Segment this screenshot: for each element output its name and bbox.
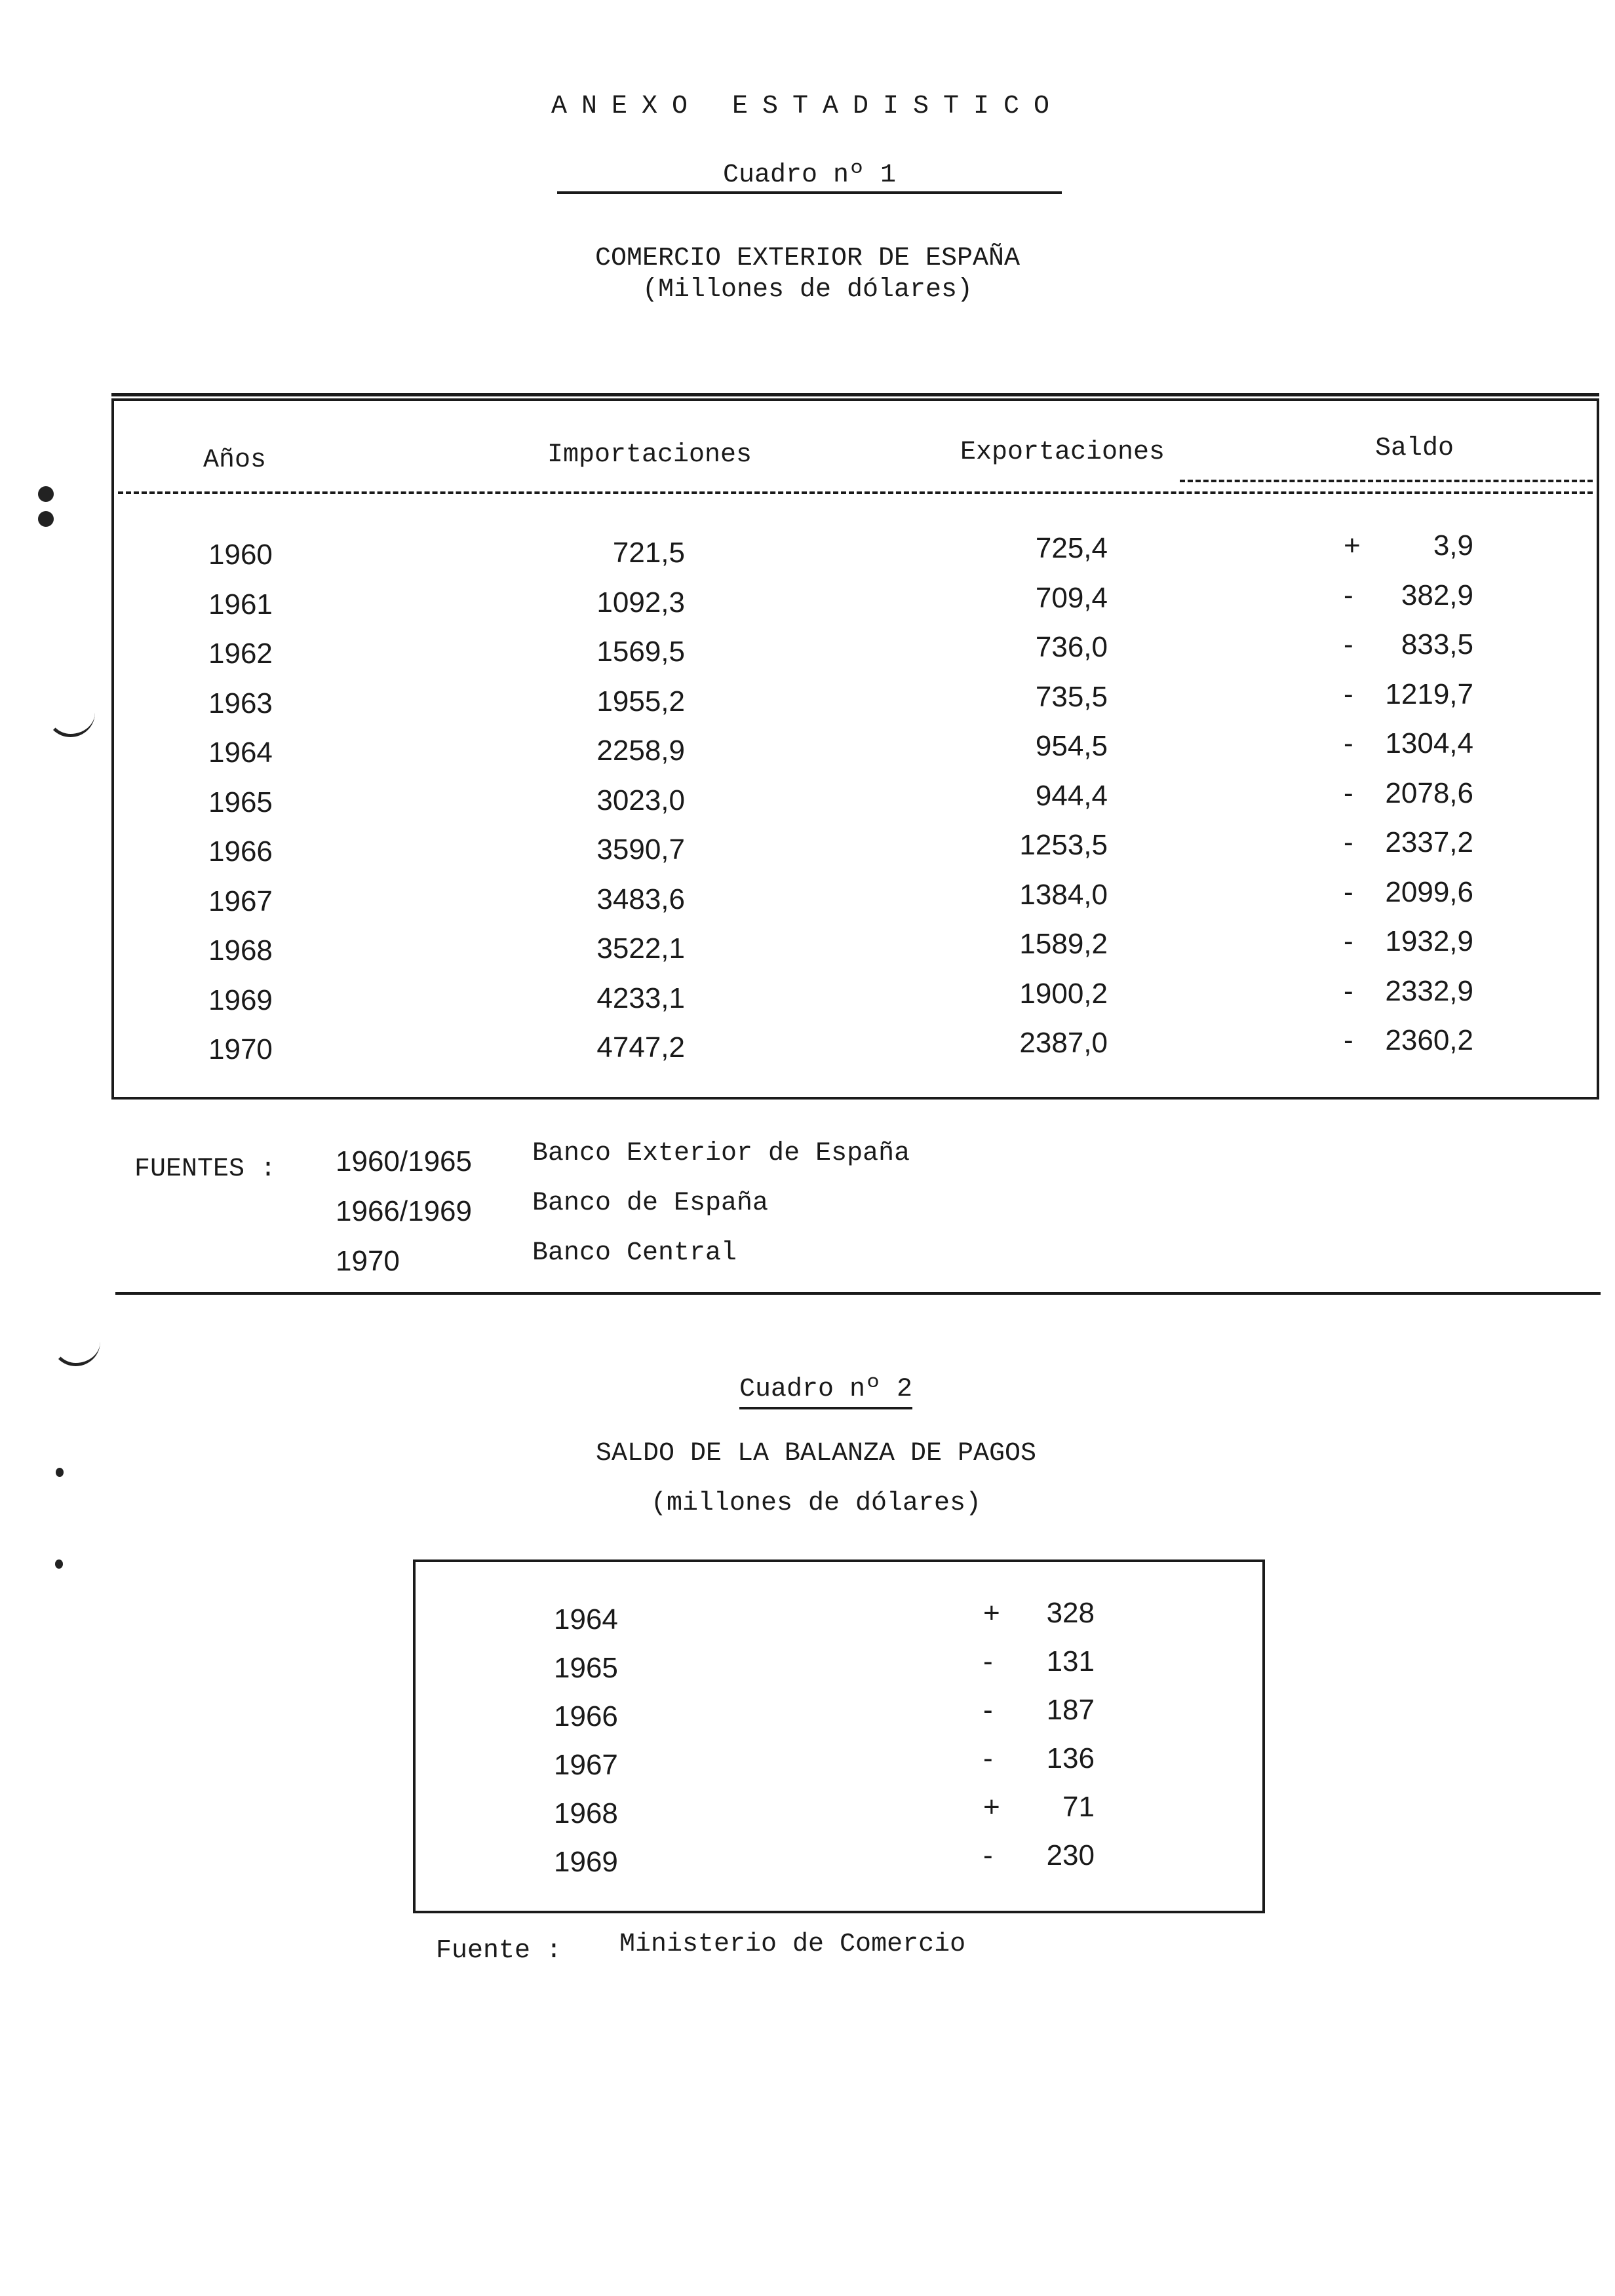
table2-title: SALDO DE LA BALANZA DE PAGOS [595, 1439, 1037, 1468]
cell-balance: 1304,4 [1385, 727, 1473, 759]
cell-sign: - [983, 1645, 993, 1677]
cell-exports: 736,0 [1035, 631, 1108, 663]
cell-year: 1970 [208, 1033, 273, 1065]
cell-balance: 2360,2 [1385, 1024, 1473, 1056]
cell-exports: 954,5 [1035, 730, 1108, 762]
cell-year: 1964 [554, 1603, 618, 1636]
table2-label: Cuadro nº 2 [739, 1375, 912, 1409]
cell-sign: - [983, 1839, 993, 1871]
source-period: 1966/1969 [336, 1195, 472, 1227]
cell-year: 1967 [208, 885, 273, 917]
cell-balance: 1932,9 [1385, 925, 1473, 957]
cell-imports: 3023,0 [596, 784, 685, 816]
cell-exports: 944,4 [1035, 779, 1108, 812]
section-separator [115, 1292, 1601, 1295]
table2-source: Ministerio de Comercio [619, 1930, 966, 1959]
cell-balance: 2337,2 [1385, 826, 1473, 858]
source-period: 1960/1965 [336, 1145, 472, 1177]
cell-value: 136 [1046, 1742, 1095, 1774]
cell-year: 1966 [554, 1700, 618, 1732]
cell-value: 71 [1062, 1791, 1095, 1823]
scan-mark-dot [38, 486, 54, 502]
cell-balance: 3,9 [1433, 529, 1473, 562]
cell-imports: 2258,9 [596, 735, 685, 767]
cell-year: 1964 [208, 737, 273, 769]
cell-balance-sign: - [1344, 628, 1353, 660]
col-header-exports: Exportaciones [960, 438, 1165, 467]
cell-balance-sign: - [1344, 678, 1353, 710]
cell-value: 230 [1046, 1839, 1095, 1871]
cell-year: 1965 [208, 786, 273, 818]
table1-label: Cuadro nº 1 [722, 161, 897, 190]
col-header-imports: Importaciones [547, 440, 752, 470]
cell-sign: + [983, 1791, 1000, 1823]
cell-balance: 2078,6 [1385, 776, 1473, 809]
binder-hole-arc [51, 1317, 100, 1366]
table1-header-rule [118, 491, 1593, 494]
cell-sign: + [983, 1597, 1000, 1629]
source-name: Banco Exterior de España [532, 1139, 910, 1168]
cell-year: 1966 [208, 835, 273, 868]
table1-title: COMERCIO EXTERIOR DE ESPAÑA [594, 244, 1021, 273]
source-name: Banco de España [532, 1189, 769, 1218]
cell-exports: 1589,2 [1019, 928, 1108, 960]
cell-sign: - [983, 1742, 993, 1774]
cell-exports: 735,5 [1035, 680, 1108, 713]
cell-year: 1967 [554, 1749, 618, 1781]
cell-value: 328 [1046, 1597, 1095, 1629]
cell-exports: 2387,0 [1019, 1027, 1108, 1059]
cell-balance-sign: - [1344, 925, 1353, 957]
cell-year: 1965 [554, 1652, 618, 1684]
source-name: Banco Central [532, 1238, 737, 1268]
scan-mark-dot [38, 511, 54, 527]
cell-exports: 725,4 [1035, 532, 1108, 564]
cell-year: 1969 [208, 984, 273, 1016]
cell-year: 1960 [208, 539, 273, 571]
sources-label: FUENTES : [134, 1155, 277, 1184]
cell-value: 131 [1046, 1645, 1095, 1677]
cell-imports: 721,5 [612, 537, 685, 569]
cell-balance-sign: - [1344, 974, 1353, 1007]
cell-imports: 1955,2 [596, 685, 685, 718]
cell-year: 1968 [208, 934, 273, 966]
table1-header-rule-right [1180, 480, 1593, 482]
cell-balance: 2099,6 [1385, 875, 1473, 908]
cell-sign: - [983, 1694, 993, 1726]
scan-mark-dot [56, 1468, 64, 1477]
cell-exports: 1900,2 [1019, 977, 1108, 1010]
table1-subtitle: (Millones de dólares) [642, 275, 973, 305]
cell-imports: 1569,5 [596, 636, 685, 668]
cell-year: 1969 [554, 1846, 618, 1878]
cell-balance-sign: + [1344, 529, 1361, 562]
cell-imports: 4233,1 [596, 982, 685, 1014]
scan-mark-dot [55, 1559, 63, 1569]
col-header-balance: Saldo [1375, 434, 1454, 463]
cell-year: 1962 [208, 638, 273, 670]
cell-exports: 709,4 [1035, 581, 1108, 614]
source-period: 1970 [336, 1245, 400, 1277]
cell-imports: 3590,7 [596, 833, 685, 866]
cell-value: 187 [1046, 1694, 1095, 1726]
table2-subtitle: (millones de dólares) [650, 1489, 982, 1518]
cell-balance-sign: - [1344, 826, 1353, 858]
cell-balance-sign: - [1344, 776, 1353, 809]
table1-top-rule [111, 393, 1599, 396]
cell-year: 1968 [554, 1797, 618, 1829]
col-header-years: Años [203, 446, 267, 475]
cell-imports: 1092,3 [596, 586, 685, 619]
table2-frame [413, 1559, 1265, 1913]
cell-balance: 833,5 [1401, 628, 1473, 660]
binder-hole-arc [46, 688, 95, 737]
cell-imports: 3483,6 [596, 883, 685, 915]
cell-year: 1961 [208, 588, 273, 621]
annex-title: ANEXO ESTADISTICO [551, 92, 1064, 121]
cell-year: 1963 [208, 687, 273, 719]
cell-balance: 382,9 [1401, 579, 1473, 611]
cell-exports: 1253,5 [1019, 829, 1108, 861]
table1-label-underline [557, 191, 1062, 194]
cell-exports: 1384,0 [1019, 878, 1108, 911]
cell-balance: 1219,7 [1385, 678, 1473, 710]
table2-source-label: Fuente : [436, 1936, 562, 1966]
cell-balance-sign: - [1344, 579, 1353, 611]
cell-imports: 4747,2 [596, 1031, 685, 1063]
cell-balance: 2332,9 [1385, 974, 1473, 1007]
cell-balance-sign: - [1344, 875, 1353, 908]
cell-imports: 3522,1 [596, 932, 685, 965]
cell-balance-sign: - [1344, 1024, 1353, 1056]
cell-balance-sign: - [1344, 727, 1353, 759]
